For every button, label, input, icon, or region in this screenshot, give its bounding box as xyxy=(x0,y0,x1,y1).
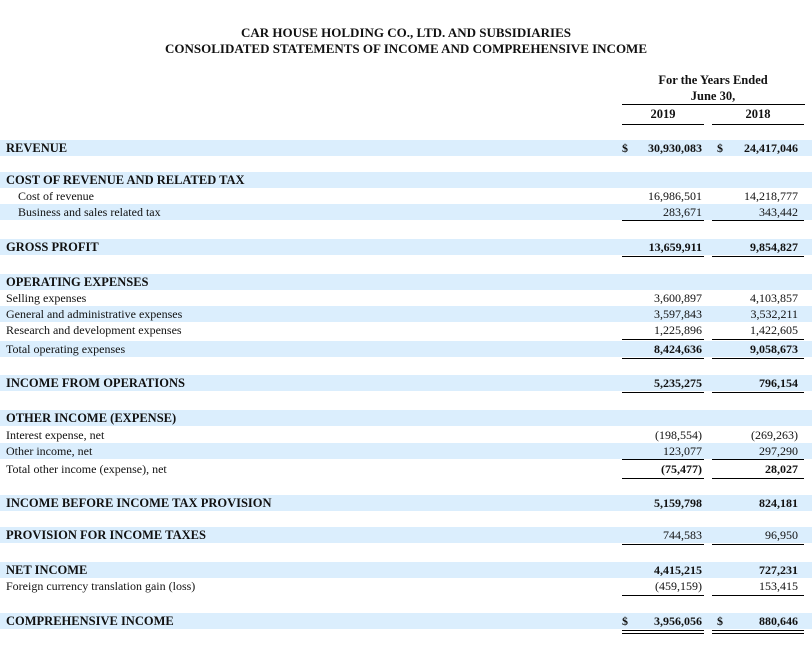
row-selling xyxy=(0,290,812,306)
row-gross-profit xyxy=(0,239,812,255)
row-comprehensive-income xyxy=(0,613,812,629)
value-2018: 9,854,827 xyxy=(750,240,798,254)
value-2019: (75,477) xyxy=(661,462,702,476)
row-label: Selling expenses xyxy=(6,291,87,305)
value-2019: 30,930,083 xyxy=(648,141,702,155)
total-underline xyxy=(622,256,704,257)
total-underline xyxy=(622,478,704,479)
total-underline xyxy=(712,358,804,359)
row-label: Business and sales related tax xyxy=(18,205,161,219)
value-2019: 4,415,215 xyxy=(654,563,702,577)
total-underline xyxy=(712,256,804,257)
value-2018: 824,181 xyxy=(759,496,798,510)
subtotal-underline xyxy=(712,220,804,221)
row-fx-gain xyxy=(0,578,812,594)
value-2018: 1,422,605 xyxy=(750,323,798,337)
row-cost-header xyxy=(0,172,812,188)
value-2019: 1,225,896 xyxy=(654,323,702,337)
subtotal-underline xyxy=(622,339,704,340)
subtotal-underline xyxy=(622,459,704,460)
total-underline xyxy=(712,478,804,479)
total-underline xyxy=(622,392,704,393)
value-2018: 96,950 xyxy=(765,528,798,542)
row-cost-of-revenue xyxy=(0,188,812,204)
row-label: Total operating expenses xyxy=(6,342,126,356)
value-2018: 153,415 xyxy=(759,579,798,593)
value-2018: 343,442 xyxy=(759,205,798,219)
row-provision xyxy=(0,527,812,543)
value-2018: (269,263) xyxy=(751,428,798,442)
currency-symbol: $ xyxy=(622,141,628,155)
row-label: Cost of revenue xyxy=(18,189,94,203)
double-underline xyxy=(712,630,804,631)
value-2019: 8,424,636 xyxy=(654,342,702,356)
row-business-tax xyxy=(0,204,812,220)
value-2018: 4,103,857 xyxy=(750,291,798,305)
value-2018: 297,290 xyxy=(759,444,798,458)
value-2018: 28,027 xyxy=(765,462,798,476)
section-heading: OPERATING EXPENSES xyxy=(6,275,149,289)
row-label: Other income, net xyxy=(6,444,93,458)
row-total-other xyxy=(0,461,812,477)
currency-symbol: $ xyxy=(717,614,723,628)
row-other-income xyxy=(0,443,812,459)
value-2019: 3,597,843 xyxy=(654,307,702,321)
section-heading: COST OF REVENUE AND RELATED TAX xyxy=(6,173,245,187)
value-2018: 24,417,046 xyxy=(744,141,798,155)
row-label: Interest expense, net xyxy=(6,428,105,442)
subtotal-underline xyxy=(712,544,804,545)
company-name: CAR HOUSE HOLDING CO., LTD. AND SUBSIDIARIES xyxy=(240,25,571,40)
subtotal-underline xyxy=(712,339,804,340)
value-2019: 5,159,798 xyxy=(654,496,702,510)
year-header-2018: 2018 xyxy=(745,107,771,121)
subtotal-underline xyxy=(622,595,704,596)
value-2019: 5,235,275 xyxy=(654,376,702,390)
year-header-2019: 2019 xyxy=(650,107,676,121)
row-label: Total other income (expense), net xyxy=(6,462,167,476)
row-label: INCOME BEFORE INCOME TAX PROVISION xyxy=(6,496,272,510)
value-2019: 13,659,911 xyxy=(648,240,702,254)
value-2018: 14,218,777 xyxy=(744,189,798,203)
value-2019: 16,986,501 xyxy=(648,189,702,203)
subtotal-underline xyxy=(622,544,704,545)
row-other-header xyxy=(0,410,812,426)
year-underline-2019 xyxy=(622,124,704,125)
value-2019: (198,554) xyxy=(655,428,702,442)
row-label: Foreign currency translation gain (loss) xyxy=(6,579,196,593)
value-2019: (459,159) xyxy=(655,579,702,593)
value-2018: 796,154 xyxy=(759,376,798,390)
row-label: Research and development expenses xyxy=(6,323,182,337)
double-underline xyxy=(712,633,804,634)
row-opex-header xyxy=(0,274,812,290)
total-underline xyxy=(622,358,704,359)
section-heading: OTHER INCOME (EXPENSE) xyxy=(6,411,177,425)
row-total-opex xyxy=(0,341,812,357)
value-2018: 880,646 xyxy=(759,614,798,628)
row-label: GROSS PROFIT xyxy=(6,240,99,254)
row-label: INCOME FROM OPERATIONS xyxy=(6,376,185,390)
period-heading: For the Years Ended xyxy=(658,73,768,87)
currency-symbol: $ xyxy=(717,141,723,155)
row-label: PROVISION FOR INCOME TAXES xyxy=(6,528,206,542)
statement-title: CONSOLIDATED STATEMENTS OF INCOME AND COMPREHENSIVE INCOME xyxy=(164,41,647,56)
row-income-operations xyxy=(0,375,812,391)
value-2018: 3,532,211 xyxy=(750,307,798,321)
subtotal-underline xyxy=(712,595,804,596)
row-general-admin xyxy=(0,306,812,322)
row-net-income xyxy=(0,562,812,578)
value-2019: 123,077 xyxy=(663,444,702,458)
row-income-before-tax xyxy=(0,495,812,511)
row-revenue xyxy=(0,140,812,156)
value-2019: 3,956,056 xyxy=(654,614,702,628)
value-2019: 744,583 xyxy=(663,528,702,542)
row-label: COMPREHENSIVE INCOME xyxy=(6,614,174,628)
value-2019: 283,671 xyxy=(663,205,702,219)
row-label: NET INCOME xyxy=(6,563,88,577)
currency-symbol: $ xyxy=(622,614,628,628)
row-interest xyxy=(0,427,812,443)
subtotal-underline xyxy=(622,220,704,221)
value-2019: 3,600,897 xyxy=(654,291,702,305)
double-underline xyxy=(622,630,704,631)
year-underline-2018 xyxy=(712,124,804,125)
row-research xyxy=(0,322,812,338)
row-label: REVENUE xyxy=(6,141,68,155)
period-date: June 30, xyxy=(690,89,736,103)
value-2018: 727,231 xyxy=(759,563,798,577)
double-underline xyxy=(622,633,704,634)
total-underline xyxy=(712,392,804,393)
value-2018: 9,058,673 xyxy=(750,342,798,356)
subtotal-underline xyxy=(712,459,804,460)
period-underline xyxy=(622,104,805,105)
row-label: General and administrative expenses xyxy=(6,307,183,321)
